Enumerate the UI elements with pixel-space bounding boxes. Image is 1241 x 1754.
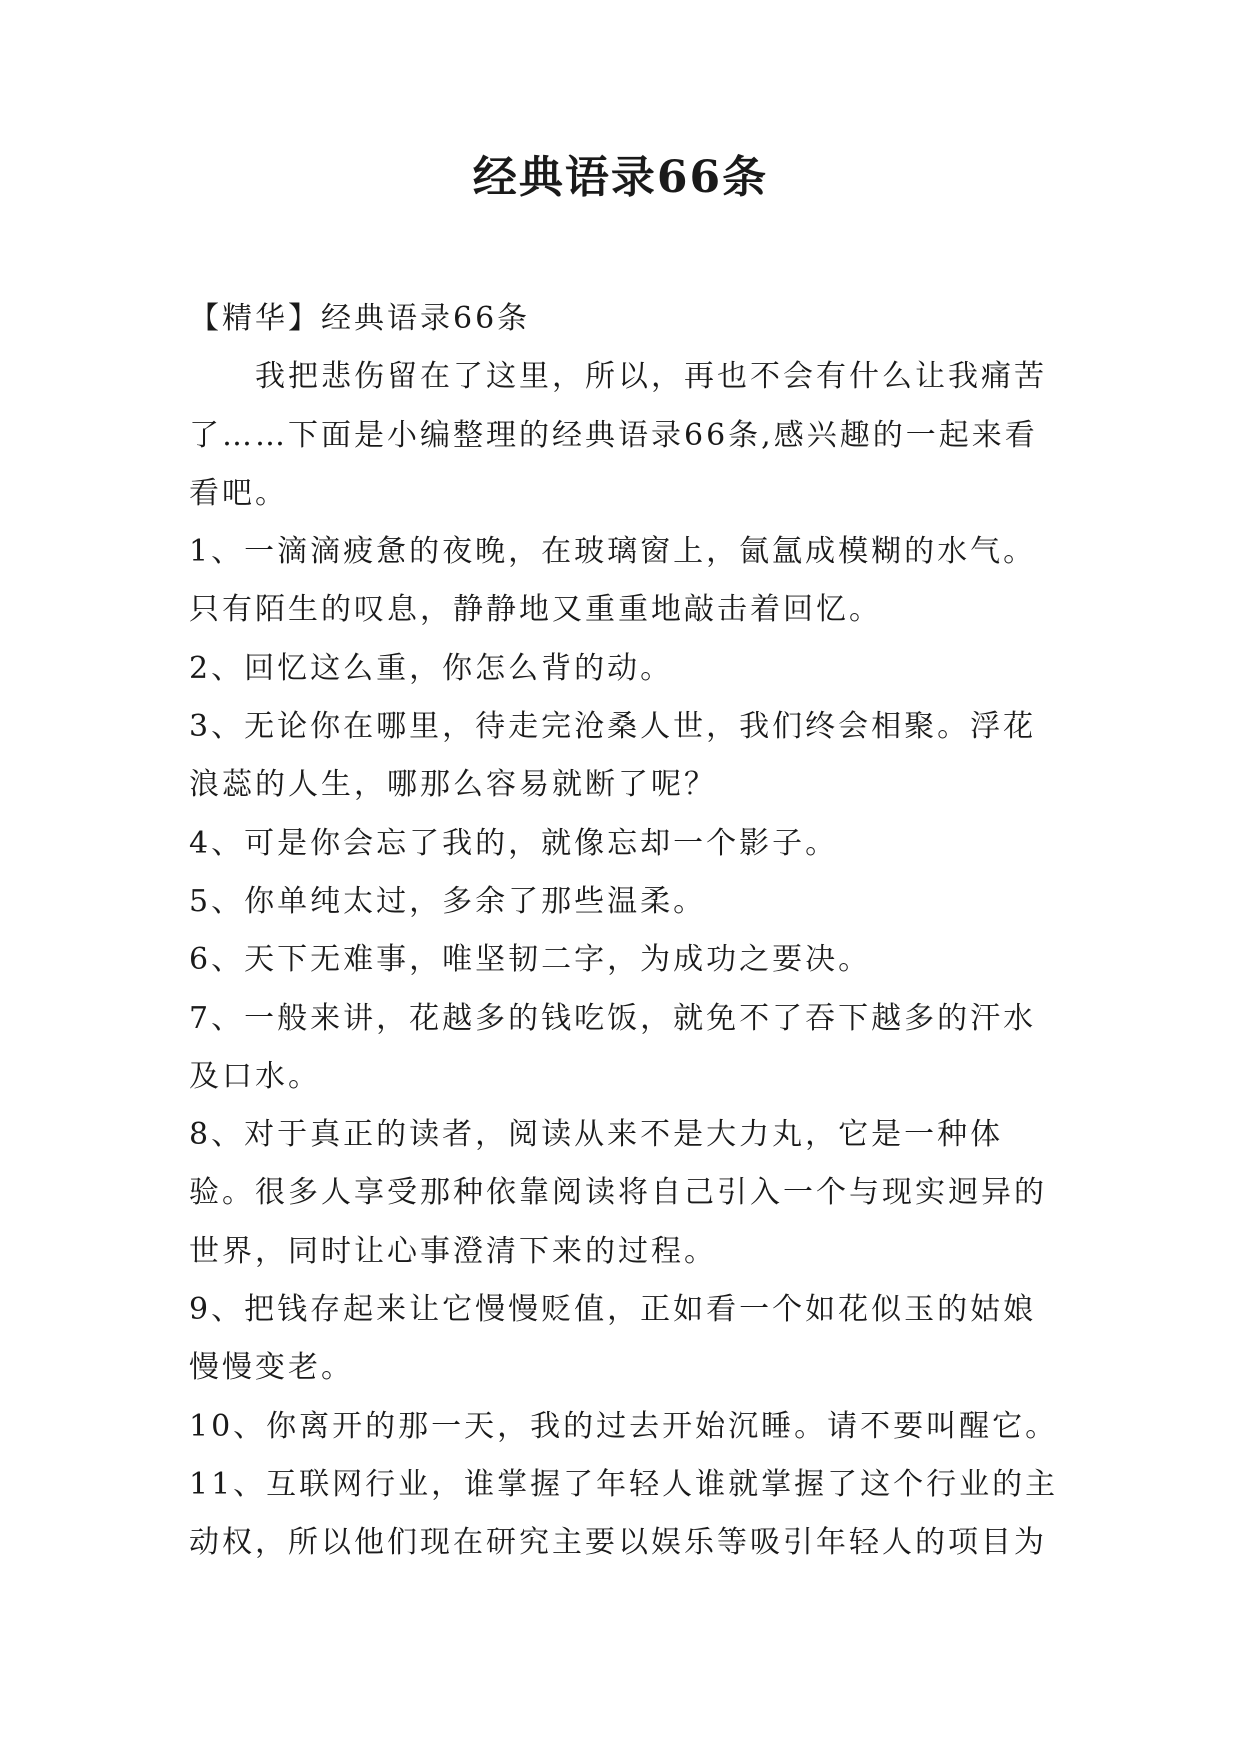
- intro-paragraph: 我把悲伤留在了这里，所以，再也不会有什么让我痛苦了……下面是小编整理的经典语录66条,感兴趣的一起来看看吧。: [189, 359, 1047, 511]
- quote-item: 6、天下无难事，唯坚韧二字，为成功之要决。: [189, 942, 872, 978]
- quote-item: 9、把钱存起来让它慢慢贬值，正如看一个如花似玉的姑娘慢慢变老。: [189, 1292, 1037, 1386]
- quote-item: 1、一滴滴疲惫的夜晚，在玻璃窗上，氤氲成模糊的水气。只有陌生的叹息，静静地又重重地敲击着回忆。: [189, 534, 1037, 628]
- quote-item: 4、可是你会忘了我的，就像忘却一个影子。: [189, 825, 839, 861]
- quote-item: 3、无论你在哪里，待走完沧桑人世，我们终会相聚。浮花浪蕊的人生，哪那么容易就断了呢？: [189, 709, 1037, 803]
- document-subtitle: 【精华】经典语录66条: [189, 301, 531, 336]
- quote-item: 8、对于真正的读者，阅读从来不是大力丸，它是一种体验。很多人享受那种依靠阅读将自己引入一个与现实迥异的世界，同时让心事澄清下来的过程。: [189, 1117, 1047, 1269]
- document-body: [189, 290, 1069, 1573]
- quote-item: 5、你单纯太过，多余了那些温柔。: [189, 883, 707, 919]
- quote-item: 11、互联网行业，谁掌握了年轻人谁就掌握了这个行业的主动权，所以他们现在研究主要以娱乐等吸引年轻人的项目为: [189, 1466, 1059, 1561]
- document-title: 经典语录66条: [472, 152, 769, 203]
- quote-item: 10、你离开的那一天，我的过去开始沉睡。请不要叫醒它。: [189, 1408, 1059, 1444]
- quote-item: 7、一般来讲，花越多的钱吃饭，就免不了吞下越多的汗水及口水。: [189, 1000, 1037, 1094]
- quote-item: 2、回忆这么重，你怎么背的动。: [189, 650, 674, 686]
